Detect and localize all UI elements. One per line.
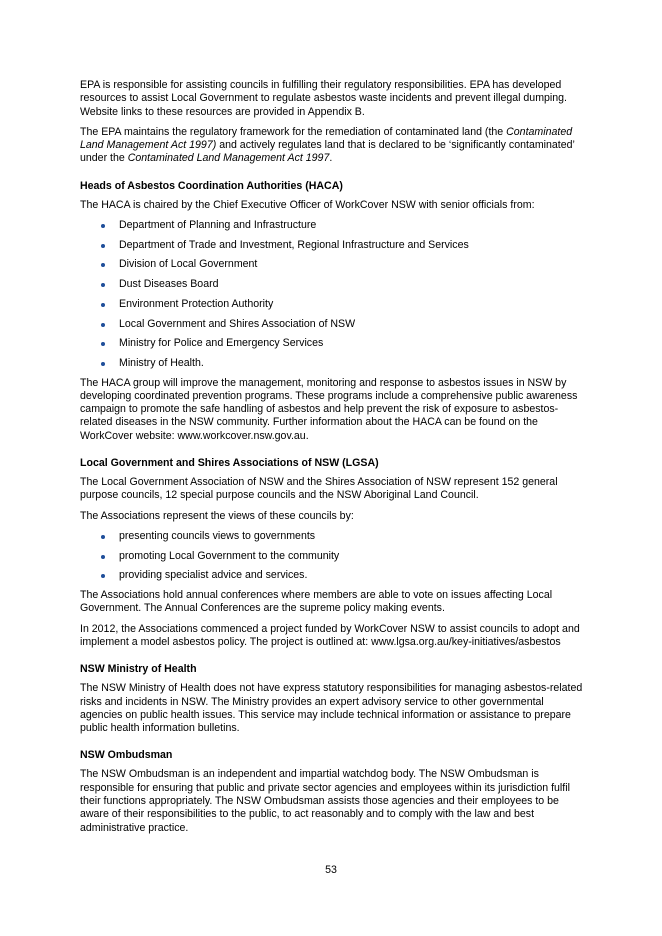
list-item (80, 337, 585, 350)
epa-paragraph-2-part-b: and actively regulates land that is declared to be ‘significantly contaminated’ under the (80, 139, 575, 165)
haca-list (80, 219, 585, 370)
bullet-icon (101, 342, 105, 346)
list-item-text: Department of Planning and Infrastructure (119, 219, 317, 232)
act-title-1: Contaminated Land Management Act 1997) (80, 125, 573, 152)
bullet-icon (101, 263, 105, 267)
list-item (80, 258, 585, 271)
lgsa-paragraph-2: The Associations represent the views of these councils by: (80, 509, 354, 522)
epa-paragraph-2-part-a: The EPA maintains the regulatory framework for the remediation of contaminated land (the (80, 125, 507, 138)
list-item-text: Environment Protection Authority (119, 297, 274, 310)
haca-heading: Heads of Asbestos Coordination Authorities (HACA) (80, 179, 343, 192)
list-item (80, 298, 585, 311)
bullet-icon (101, 555, 105, 559)
lgsa-heading: Local Government and Shires Associations of NSW (LGSA) (80, 457, 379, 470)
lgsa-paragraph-1: The Local Government Association of NSW and the Shires Association of NSW represent 152 general purpose councils, 12 special purpose councils and the NSW Aboriginal Land Council. (80, 476, 558, 502)
list-item-text: presenting councils views to governments (119, 529, 316, 542)
list-item-text: Department of Trade and Investment, Regional Infrastructure and Services (119, 238, 469, 251)
list-item (80, 530, 585, 543)
haca-body: The HACA group will improve the management, monitoring and response to asbestos issues in NSW by developing coordinated prevention programs. These programs include a comprehensive public awareness campaign to promote the safe handling of asbestos and help prevent the risk of exposure to asbestos-related diseases in the NSW community. Further information about the HACA can be found on the WorkCover website: www.workcover.nsw.gov.au. (80, 376, 578, 442)
list-item (80, 239, 585, 252)
health-heading: NSW Ministry of Health (80, 663, 197, 676)
bullet-icon (101, 283, 105, 287)
bullet-icon (101, 574, 105, 578)
bullet-icon (101, 323, 105, 327)
list-item (80, 357, 585, 370)
list-item (80, 318, 585, 331)
bullet-icon (101, 244, 105, 248)
list-item-text: providing specialist advice and services. (119, 569, 308, 582)
list-item (80, 569, 585, 582)
bullet-icon (101, 535, 105, 539)
bullet-icon (101, 224, 105, 228)
list-item-text: Division of Local Government (119, 258, 258, 271)
list-item-text: Local Government and Shires Association of NSW (119, 317, 356, 330)
list-item (80, 550, 585, 563)
act-title-2: Contaminated Land Management Act 1997 (127, 152, 330, 165)
list-item-text: Ministry of Health. (119, 356, 204, 369)
page-content (80, 79, 585, 842)
lgsa-paragraph-4: In 2012, the Associations commenced a project funded by WorkCover NSW to assist councils to adopt and implement a model asbestos policy. The project is outlined at: www.lgsa.org.au/key-initiatives/asbestos (80, 622, 580, 648)
list-item (80, 278, 585, 291)
lgsa-paragraph-3: The Associations hold annual conferences where members are able to vote on issues affecting Local Government. The Annual Conferences are the supreme policy making events. (80, 589, 553, 615)
bullet-icon (101, 362, 105, 366)
list-item-text: Dust Diseases Board (119, 278, 219, 291)
list-item (80, 219, 585, 232)
ombudsman-paragraph: The NSW Ombudsman is an independent and impartial watchdog body. The NSW Ombudsman is responsible for ensuring that public and private sector agencies and employees within its jurisdiction fulfil their functions appropriately. The NSW Ombudsman assists those agencies and their employees to be aware of their responsibilities to the public, to act reasonably and to comply with the law and best administrative practice. (80, 768, 570, 834)
haca-lead: The HACA is chaired by the Chief Executive Officer of WorkCover NSW with senior officials from: (80, 198, 535, 211)
epa-paragraph-2 (80, 126, 585, 166)
page-number: 53 (325, 864, 337, 876)
list-item-text: promoting Local Government to the community (119, 549, 340, 562)
bullet-icon (101, 303, 105, 307)
lgsa-list (80, 530, 585, 583)
epa-paragraph-2-part-c: . (329, 152, 333, 165)
ombudsman-heading: NSW Ombudsman (80, 749, 173, 762)
list-item-text: Ministry for Police and Emergency Services (119, 337, 324, 350)
epa-paragraph-1: EPA is responsible for assisting councils in fulfilling their regulatory responsibilities. EPA has developed resources to assist Local Government to regulate asbestos waste incidents and prevent illegal dumping. Website links to these resources are provided in Appendix B. (80, 79, 567, 118)
health-paragraph: The NSW Ministry of Health does not have express statutory responsibilities for managing asbestos-related risks and incidents in NSW. The Ministry provides an expert advisory service to other governmental agencies on public health issues. This service may include technical information or assistance to prepare public health information bulletins. (80, 682, 583, 735)
